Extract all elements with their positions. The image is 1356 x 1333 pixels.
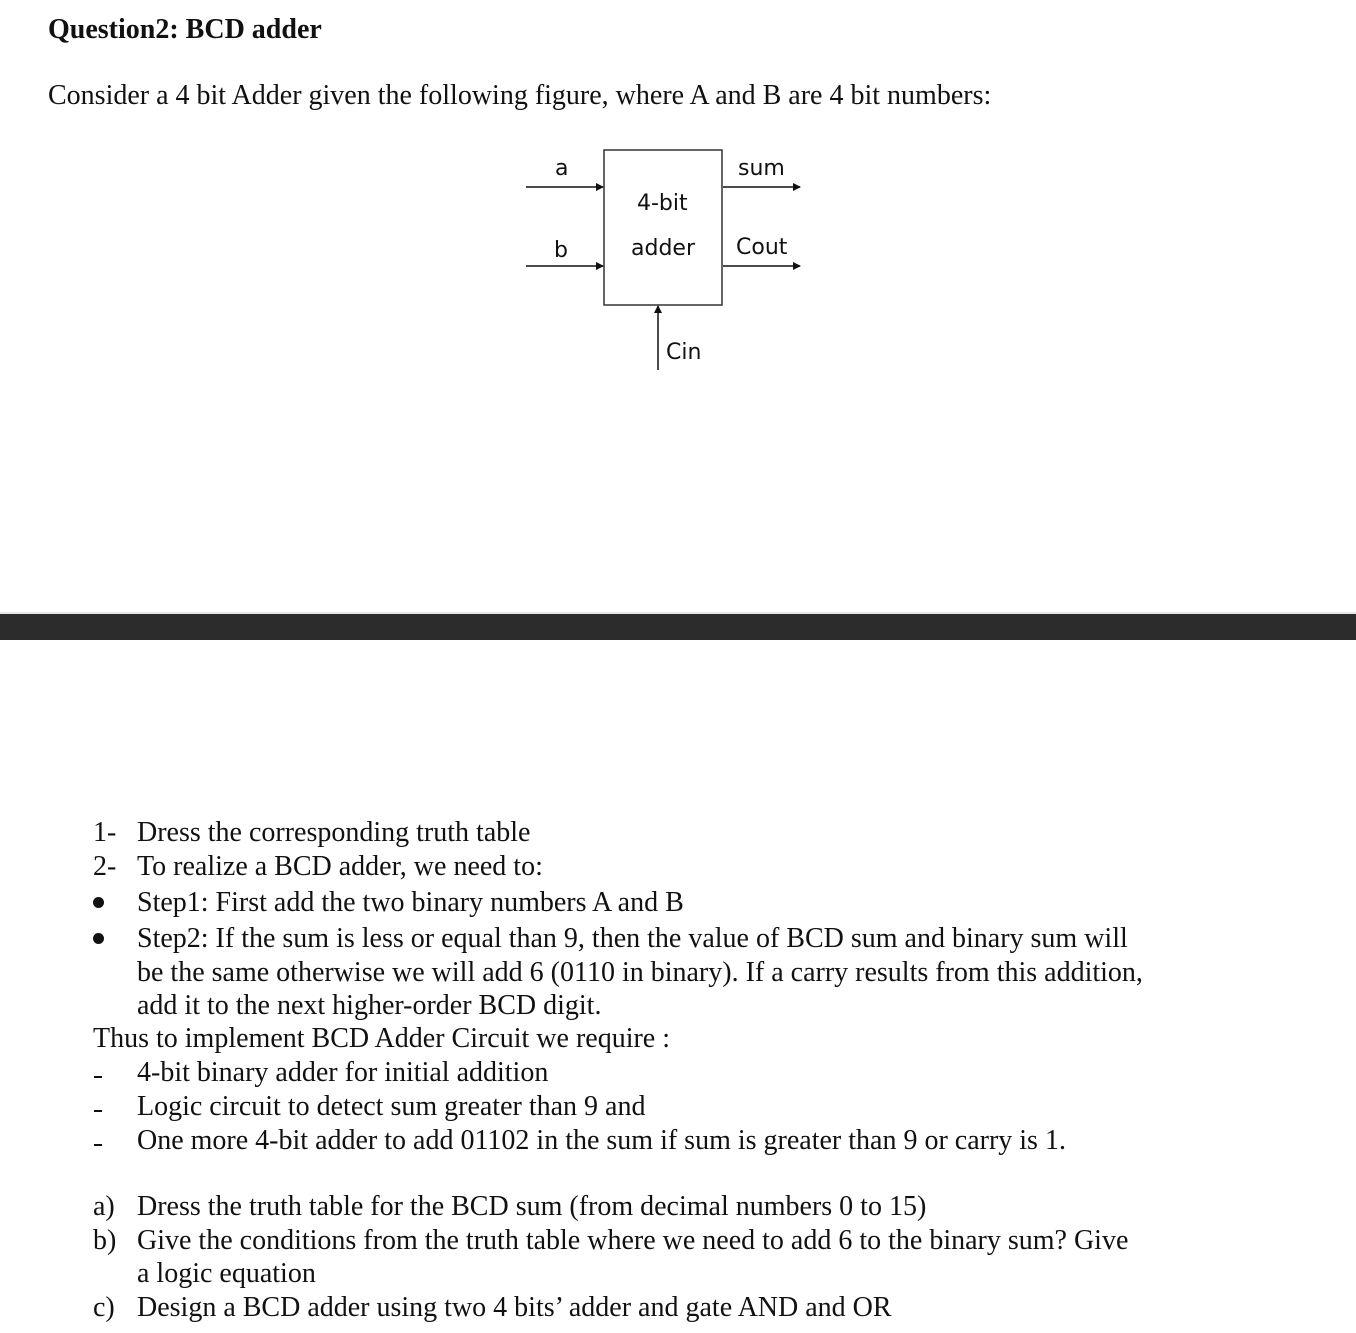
requirement-item: Logic circuit to detect sum greater than 9 and	[137, 1091, 646, 1122]
list-marker-2: 2-	[93, 851, 117, 882]
page-divider	[0, 614, 1356, 640]
subquestion-c-text: Design a BCD adder using two 4 bits’ adder and gate AND and OR	[137, 1292, 892, 1323]
input-b-label: b	[554, 238, 568, 263]
subquestion-a-text: Dress the truth table for the BCD sum (from decimal numbers 0 to 15)	[137, 1191, 927, 1222]
intro-paragraph: Consider a 4 bit Adder given the following figure, where A and B are 4 bit numbers:	[48, 80, 992, 111]
requirement-item: One more 4-bit adder to add 01102 in the sum if sum is greater than 9 or carry is 1.	[137, 1125, 1066, 1156]
require-intro: Thus to implement BCD Adder Circuit we require :	[93, 1023, 671, 1054]
dash-bullet-icon	[94, 1076, 102, 1078]
subquestion-marker-a: a)	[93, 1191, 115, 1222]
output-cout-label: Cout	[736, 235, 788, 260]
list-item-1: Dress the corresponding truth table	[137, 817, 531, 848]
bullet-icon	[93, 933, 104, 944]
list-item-2: To realize a BCD adder, we need to:	[137, 851, 543, 882]
subquestion-b-line2: a logic equation	[137, 1258, 316, 1289]
list-marker-1: 1-	[93, 817, 117, 848]
subquestion-b-line1: Give the conditions from the truth table where we need to add 6 to the binary sum? Give	[137, 1225, 1129, 1256]
subquestion-marker-c: c)	[93, 1292, 115, 1323]
input-a-label: a	[555, 156, 569, 181]
adder-diagram	[520, 140, 820, 380]
input-cin-label: Cin	[666, 340, 702, 365]
output-sum-label: sum	[738, 156, 785, 181]
requirement-item: 4-bit binary adder for initial addition	[137, 1057, 549, 1088]
subquestion-marker-b: b)	[93, 1225, 117, 1256]
page-title: Question2: BCD adder	[48, 14, 322, 45]
step2-line1: Step2: If the sum is less or equal than 9, then the value of BCD sum and binary sum will	[137, 923, 1128, 954]
block-label-line2: adder	[631, 236, 695, 261]
step1-text: Step1: First add the two binary numbers A and B	[137, 887, 684, 918]
block-label-line1: 4-bit	[637, 191, 688, 216]
dash-bullet-icon	[94, 1144, 102, 1146]
step2-line2: be the same otherwise we will add 6 (0110 in binary). If a carry results from this addition,	[137, 957, 1143, 988]
step2-line3: add it to the next higher-order BCD digit.	[137, 990, 602, 1021]
dash-bullet-icon	[94, 1110, 102, 1112]
adder-block	[604, 150, 722, 305]
bullet-icon	[93, 897, 104, 908]
